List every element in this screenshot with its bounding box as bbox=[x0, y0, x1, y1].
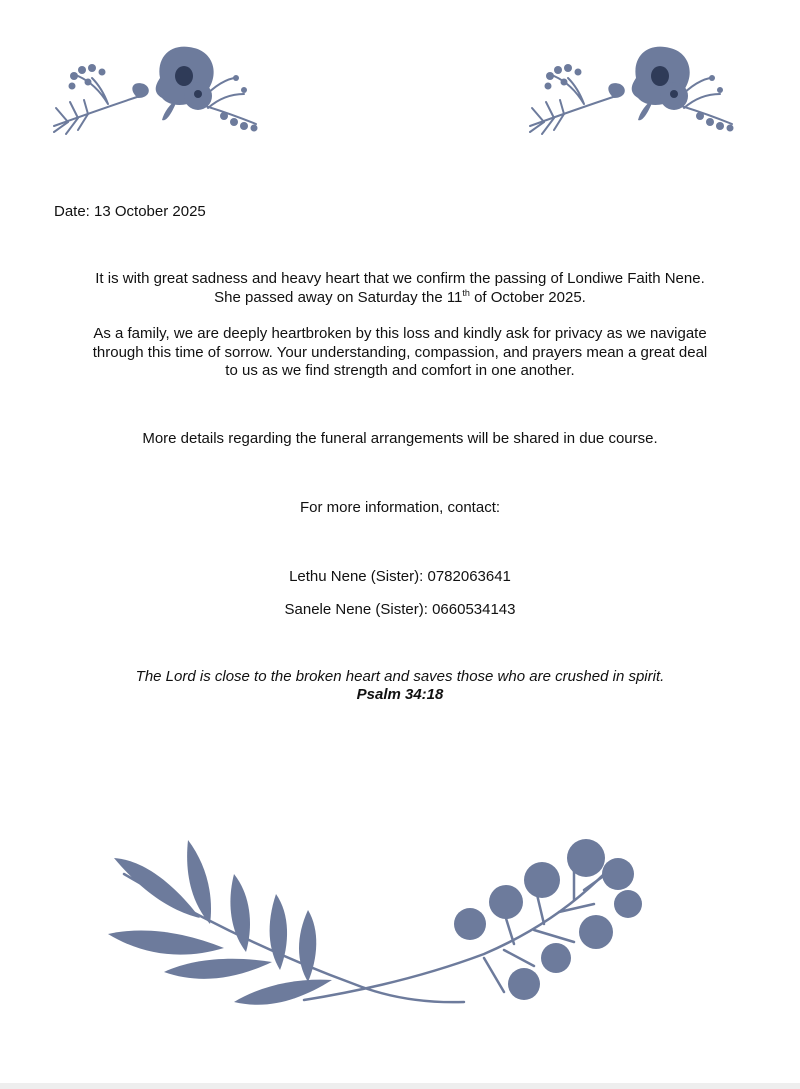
family-message-line: to us as we find strength and comfort in one another. bbox=[225, 362, 575, 379]
contact-sanele: Sanele Nene (Sister): 0660534143 bbox=[284, 601, 516, 618]
family-message-paragraph bbox=[40, 325, 760, 381]
announcement-date-text-end: of October 2025. bbox=[469, 288, 586, 306]
funeral-note: More details regarding the funeral arrangements will be shared in due course. bbox=[142, 430, 658, 447]
family-message-line: through this time of sorrow. Your understanding, compassion, and prayers mean a great deal bbox=[92, 343, 708, 361]
floral-bouquet-icon bbox=[524, 38, 744, 142]
leaf-and-berry-branch-icon bbox=[104, 834, 664, 1024]
date-line: Date: 13 October 2025 bbox=[54, 203, 206, 220]
announcement-date-line bbox=[40, 289, 760, 308]
page-bottom-edge bbox=[0, 1083, 800, 1089]
announcement-date-text: She passed away on Saturday the 11 bbox=[214, 288, 463, 306]
family-message-line: As a family, we are deeply heartbroken by this loss and kindly ask for privacy as we navigate bbox=[93, 325, 707, 342]
floral-bouquet-icon bbox=[48, 38, 268, 142]
announcement-paragraph bbox=[40, 270, 760, 307]
announcement-line: It is with great sadness and heavy heart that we confirm the passing of Londiwe Faith Nene. bbox=[95, 270, 705, 287]
contact-heading: For more information, contact: bbox=[299, 499, 501, 516]
scripture-verse: The Lord is close to the broken heart and saves those who are crushed in spirit. bbox=[135, 668, 665, 685]
contact-lethu: Lethu Nene (Sister): 0782063641 bbox=[289, 568, 511, 585]
scripture-reference: Psalm 34:18 bbox=[356, 686, 444, 703]
ordinal-suffix: th bbox=[462, 287, 470, 298]
